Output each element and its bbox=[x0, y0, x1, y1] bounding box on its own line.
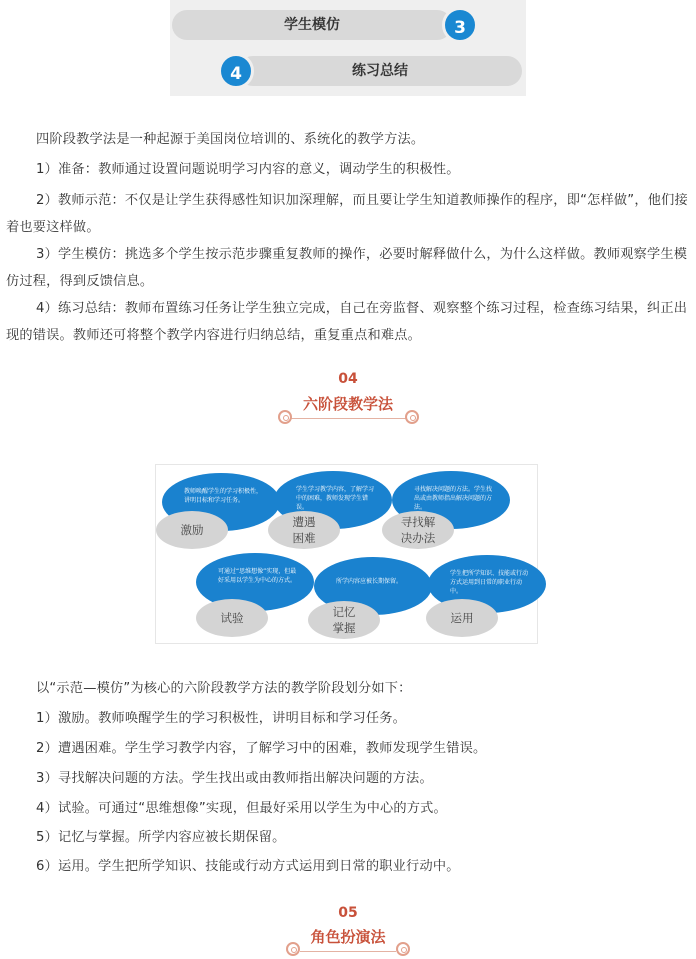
section-title: 角色扮演法 bbox=[310, 928, 386, 946]
four-stage-figure bbox=[170, 0, 526, 96]
stage-label-1: 激励 bbox=[156, 511, 228, 549]
stage-label-4: 试验 bbox=[196, 599, 268, 637]
stage-label-2: 遭遇 困难 bbox=[268, 511, 340, 549]
six-stage-figure bbox=[155, 464, 538, 644]
stage-bubble: 学生把所学知识、技能或行动方式运用到日常的职业行动中。 bbox=[428, 555, 546, 613]
section-title: 六阶段教学法 bbox=[302, 395, 393, 413]
section-number: 04 bbox=[338, 371, 358, 387]
four-stage-intro: 四阶段教学法是一种起源于美国岗位培训的、系统化的教学方法。 bbox=[36, 132, 425, 147]
step-4-number-badge: 4 bbox=[218, 53, 254, 89]
six-stage-item-1: 1）激励。教师唤醒学生的学习积极性，讲明目标和学习任务。 bbox=[36, 711, 407, 726]
swirl-ornament-icon bbox=[405, 410, 419, 424]
six-stage-intro: 以“示范—模仿”为核心的六阶段教学方法的教学阶段划分如下： bbox=[36, 681, 412, 696]
swirl-ornament-icon bbox=[286, 942, 300, 956]
stage-label-5: 记忆 掌握 bbox=[308, 601, 380, 639]
step-4-label: 练习总结 bbox=[238, 56, 522, 86]
six-stage-item-2: 2）遭遇困难。学生学习教学内容，了解学习中的困难，教师发现学生错误。 bbox=[36, 741, 487, 756]
six-stage-item-3: 3）寻找解决问题的方法。学生找出或由教师指出解决问题的方法。 bbox=[36, 771, 433, 786]
six-stage-item-6: 6）运用。学生把所学知识、技能或行动方式运用到日常的职业行动中。 bbox=[36, 859, 460, 874]
four-stage-item-2: 2）教师示范：不仅是让学生获得感性知识加深理解，而且要让学生知道教师操作的程序，即“怎样做”，他们接着也要这样做。 bbox=[6, 193, 688, 235]
four-stage-item-1: 1）准备：教师通过设置问题说明学习内容的意义，调动学生的积极性。 bbox=[36, 162, 460, 177]
section-underline bbox=[290, 418, 406, 419]
stage-bubble: 教师唤醒学生的学习积极性，讲明目标和学习任务。 bbox=[162, 473, 280, 531]
step-3-number-badge: 3 bbox=[442, 7, 478, 43]
stage-bubble: 所学内容应被长期保留。 bbox=[314, 557, 432, 615]
stage-bubble: 寻找解决问题的方法。学生找出或由教师指出解决问题的方法。 bbox=[392, 471, 510, 529]
four-stage-item-4: 4）练习总结：教师布置练习任务让学生独立完成，自己在旁监督、观察整个练习过程，检查练习结果，纠正出现的错误。教师还可将整个教学内容进行归纳总结，重复重点和难点。 bbox=[6, 301, 688, 343]
stage-bubble: 可通过“思维想像”实现，但最好采用以学生为中心的方式。 bbox=[196, 553, 314, 611]
swirl-ornament-icon bbox=[396, 942, 410, 956]
four-stage-item-3: 3）学生模仿：挑选多个学生按示范步骤重复教师的操作，必要时解释做什么，为什么这样做。教师观察学生模仿过程，得到反馈信息。 bbox=[6, 247, 688, 289]
six-stage-item-5: 5）记忆与掌握。所学内容应被长期保留。 bbox=[36, 830, 286, 845]
section-underline bbox=[300, 951, 396, 952]
six-stage-item-4: 4）试验。可通过“思维想像”实现，但最好采用以学生为中心的方式。 bbox=[36, 801, 447, 816]
stage-label-3: 寻找解 决办法 bbox=[382, 511, 454, 549]
step-3-label: 学生模仿 bbox=[172, 10, 452, 40]
stage-label-6: 运用 bbox=[426, 599, 498, 637]
swirl-ornament-icon bbox=[278, 410, 292, 424]
stage-bubble: 学生学习教学内容，了解学习中的困难，教师发现学生错误。 bbox=[274, 471, 392, 529]
section-number: 05 bbox=[338, 905, 358, 921]
